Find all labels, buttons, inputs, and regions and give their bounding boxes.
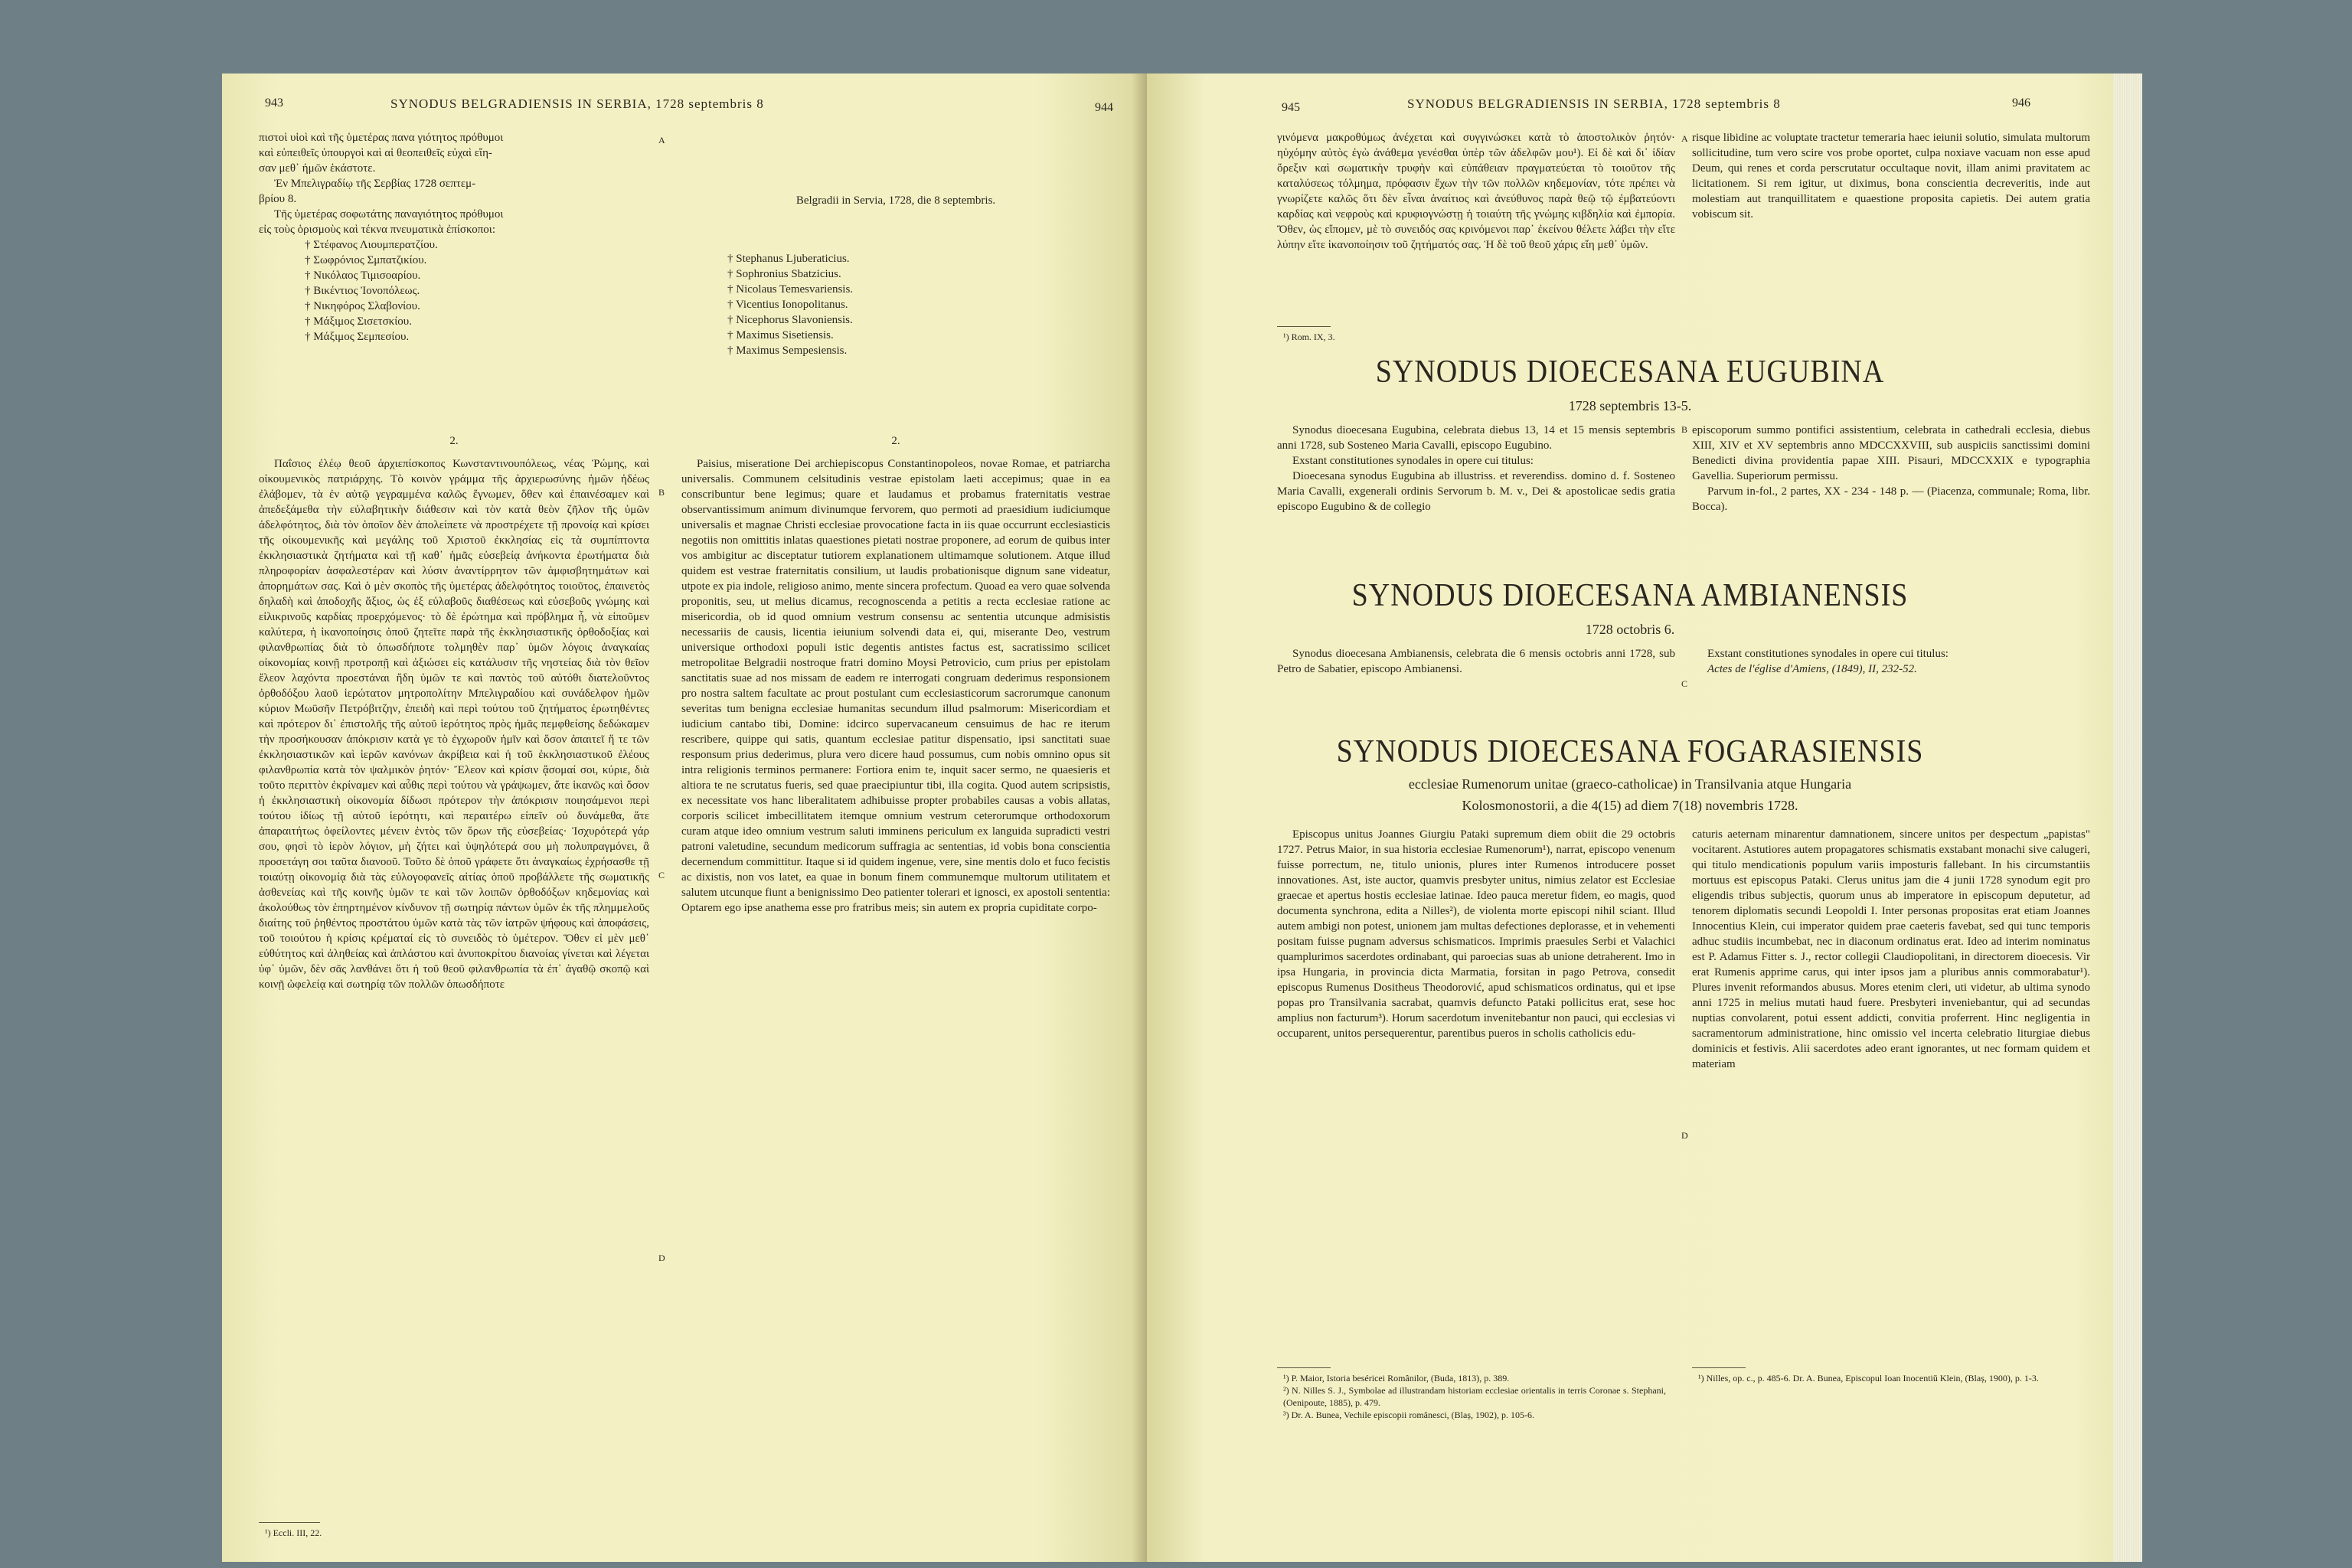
signer: † Βικέντιος Ἰονοπόλεως. bbox=[305, 285, 420, 297]
synod-subtitle: ecclesiae Rumenorum unitae (graeco-catholicae) in Transilvania atque Hungaria bbox=[1408, 776, 1852, 792]
signer: † Maximus Sisetiensis. bbox=[727, 329, 834, 341]
footnote-rule bbox=[259, 1522, 320, 1523]
latin-top-column bbox=[681, 147, 1110, 358]
synod-date: 1728 octobris 6. bbox=[1585, 622, 1675, 637]
signer: † Στέφανος Λιουμπερατζίου. bbox=[305, 239, 438, 251]
greek-body: Παΐσιος ἐλέῳ θεοῦ ἀρχιεπίσκοπος Κωνσταντινουπόλεως, νέας Ῥώμης, καὶ οἰκουμενικὸς πατριάρχης. Τὸ κοινὸν γράμμα τῆς ἀρχιερωσύνης ἡμῶν ἡδέως ἐλάβομεν, τὰ ἐν αὐτῷ γεγραμμένα καλῶς ἔγνωμεν, ὅθεν καὶ ἐπαινέσαμεν καὶ ἀπεδεξάμεθα τὴν εὐλαβητικὴν διάθεσιν καὶ τὸν κατὰ θεὸν ζῆλον τῆς ὑμῶν ἀδελφότητος, διὰ τὸν ὁποῖον δὲν ἀπολείπετε νὰ προστρέχετε τῇ προνοίᾳ καὶ κρίσει τῆς οἰκουμενικῆς καὶ μεγάλης τοῦ Χριστοῦ ἐκκλησίας εἰς τὰ συμπίπτοντα ἐκκλησιαστικὰ ζητήματα καὶ τῇ καθ᾽ ἡμᾶς εὐσεβείᾳ ἀνήκοντα ἐρωτήματα διὰ πληροφορίαν ἀσφαλεστέραν καὶ λύσιν ἀναντίρρητον τῶν ἀμφισβητημάτων καὶ ἀπορημάτων σας. Καὶ ὁ μὲν σκοπὸς τῆς ὑμετέρας ἀδελφότητος τοιοῦτος, ἐπαινετὸς δηλαδὴ καὶ ἀποδοχῆς ἄξιος, ὡς ἐξ εὐλαβοῦς διαθέσεως καὶ εὐσεβοῦς γνώμης καὶ εἰλικρινοῦς καρδίας προερχόμενος· τὸ δὲ ἐρώτημα καὶ πρόβλημα ἦ, νὰ εἰποῦμεν καλύτερα, ἡ ἱκανοποίησις ὁποῦ ζητεῖτε παρὰ τῆς ἐκκλησιαστικῆς ὀρθοδοξίας καὶ φιλανθρωπίας διὰ τὸ ὁπωσδήποτε τολμηθὲν παρ᾽ ὑμῶν λόγοις ἀναγκαίας οἰκονομίας κοινῇ προτροπῇ καὶ ἀξιώσει εἰς κατάλυσιν τῆς νηστείας διὰ τὸν θεῖον ἔλεον λαχόντα προεστάναι ἤδη ὑμῶν τε καὶ παντὸς τοῦ αὐτόθι διατελοῦντος ὀρθοδόξου λαοῦ ἱερώτατον μητροπολίτην Μπελιγραδίου καὶ συνάδελφον ἡμῶν κύριον Μωϋσῆν Πετρόβιτζην, ἐπειδὴ καὶ περὶ τούτου τοῦ ζητήματος ἐρωτηθέντες καὶ πρότερον δι᾽ ἐπιστολῆς τῆς αὐτοῦ ἱερότητος πρὸς ἡμᾶς πεμφθείσης δεδώκαμεν τὴν προσήκουσαν ἀπόκρισιν κατὰ γε τὸ ἐγχωροῦν ἡμῖν καὶ ὅσον ἀπαιτεῖ ἥ τε τῶν ἐκκλησιαστικῶν καὶ ἱερῶν κανόνων ἀκρίβεια καὶ ἡ τοῦ ἐκκλησιαστικοῦ ἐλέους φιλανθρωπία κατὰ τὸν ψαλμικὸν ῥητόν· Ἔλεον καὶ κρίσιν ᾄσομαί σοι, κύριε, διὰ τοῦτο περιττὸν ἐκρίναμεν καὶ αὖθις περὶ τούτου νὰ γράψωμεν, ἅτε ἱκανῶς καὶ ὅσον ἡ ἐκκλησιαστικὴ οἰκονομία δίδωσι πρότερον τὴν ἀπόκρισιν ποιησάμενοι περὶ τούτου ἰδίως τῇ αὐτοῦ ἱερότητι, καὶ περαιτέρω εἰπεῖν οὐ δυνάμεθα, ἅτε ἀπαραιτήτως ὀφείλοντες μένειν ἐντὸς τῶν ὅρων τῆς εὐσεβείας· Ἰσχυρότερά γάρ σου, φησὶ τὸ ἱερὸν λόγιον, μὴ ζήτει καὶ ὑψηλότερά σου μὴ πολυπραγμόνει, ἃ προσετάγη σοι ταῦτα διανοοῦ. Τοῦτο δὲ ὁποῦ γράφετε ὅτι ἀναγκαίως ἐχρήσασθε τῇ τοιαύτῃ οἰκονομίᾳ διὰ τὰς εὐλογοφανεῖς αἰτίας ὁποῦ προβάλλετε τῆς σωματικῆς ἀσθενείας καὶ τῆς κοινῆς ὑμῶν τε καὶ τῶν λοιπῶν ὀρθοδόξων κηδεμονίας καὶ ἀκολούθως τὸν ἐπηρτημένον κίνδυνον τῇ σωτηρίᾳ πάντων ὑμῶν ἐκ τῆς πλημμελοῦς διαίτης τοῦ ῥηθέντος προστάτου ὑμῶν κατὰ τὰς τῶν ἰατρῶν ψήφους καὶ ἀποφάσεις, τοῦ τοιούτου ἡ κρίσις κρέματαί εἰς τὸ συνειδὸς τὸ ὑμέτερον. Ὅθεν εἰ μὲν μεθ᾽ εὐθύτητος καὶ ἀληθείας καὶ ἀπλάστου καὶ ἀνυποκρίτου διανοίας γίνεται καὶ λέγεται ὑφ᾽ ὑμῶν, δὲν σᾶς λανθάνει ὅτι ἡ τοῦ θεοῦ φιλανθρωπία τὰ ἐπ᾽ ἀγαθῷ σκοπῷ καὶ κοινῇ ὠφελείᾳ καὶ σωτηρίᾳ τῶν πολλῶν ὁπωσδήποτε bbox=[259, 458, 649, 991]
footnote: ¹) Rom. IX, 3. bbox=[1283, 332, 1335, 342]
signer: † Maximus Sempesiensis. bbox=[727, 345, 848, 357]
footnote: ¹) P. Maior, Istoria beséricei Românilor, (Buda, 1813), p. 389. bbox=[1283, 1373, 1510, 1383]
text-line: εἰς τοὺς ὁρισμοὺς καὶ τέκνα πνευματικὰ ἐπίσκοποι: bbox=[259, 224, 495, 236]
text-line: πιστοὶ υἱοὶ καὶ τῆς ὑμετέρας πανα γιότητος πρόθυμοι bbox=[259, 132, 504, 144]
section-number: 2. bbox=[891, 435, 900, 447]
text-line: Ἐν Μπελιγραδίῳ τῆς Σερβίας 1728 σεπτεμ- bbox=[274, 178, 476, 190]
synod-right-text bbox=[1692, 646, 2090, 677]
margin-letter: B bbox=[1681, 424, 1688, 435]
synod-left-text: Episcopus unitus Joannes Giurgiu Pataki supremum diem obiit die 29 octobris 1727. Petrus Maior, in sua historia ecclesiae Rumenorum¹), narrat, episcopo venenum fuisse porrectum, ne, titulo unionis, plures inter Rumenos introducere posset innovationes. Ast, iste auctor, quamvis presbyter unitus, nimius zelator est Ecclesiae graecae et apertus hostis ecclesiae latinae. Ideo pauca meretur fidem, eo magis, quod documenta synchrona, edita a Nilles²), de violenta morte episcopi nihil sciant. Illud autem ambigi non potest, unionem jam multas defectiones deplorasse, et in vehementi positam fuisse pugnam adversus schismaticos. Imprimis praesules Serbi et Valachici quamplurimos sacerdotes ordinabant, qui paroecias suas ab unione detraherent. Imo in ipsa Hungaria, in provincia dicta Marmatia, forsitan in pago Petrova, consedit episcopus Rumenus Dositheus Theodorović, apud schismaticos ordinatus, qui et ipse popas pro Transilvania sacrabat, quamvis defuncto Pataki pollicitus erat, sese hoc amplius non facturum³). Horum sacerdotum invenitebantur non pauci, qui ecclesias vi occuparent, unitos persequerentur, parentibus pueros in scholis catholicis edu- bbox=[1277, 828, 1675, 1040]
footnote-rule bbox=[1277, 1367, 1331, 1368]
synod-title: SYNODUS DIOECESANA AMBIANENSIS bbox=[1351, 577, 1909, 614]
page-number: 943 bbox=[265, 96, 283, 109]
greek-continuation: γινόμενα μακροθύμως ἀνέχεται καὶ συγγινώσκει κατὰ τὸ ἀποστολικὸν ῥητόν· ηὐχόμην αὐτὸς ἐγὼ ἀνάθεμα γενέσθαι ὑπὲρ τῶν ἀδελφῶν μου¹). Εἰ δὲ καὶ δι᾽ ἰδίαν ὄρεξιν καὶ σωματικὴν τρυφὴν καὶ εὐπάθειαν πραγματεύεται τὸ τοιοῦτον τῆς καταλύσεως τόλμημα, πρόφασιν ἔχων τὴν τῶν πολλῶν κηδεμονίαν, τότε πρέπει νὰ γνωρίζετε καλῶς ὅτι δὲν εἶναι ἀναίτιος καὶ ἀνεύθυνος παρὰ θεῷ τῷ ἐμβατεύοντι καρδίας καὶ νεφροὺς καὶ κρυφιογνώστῃ ἡ τοιαύτη τῆς γνώμης κιβδηλία καὶ ἐμπορία. Ὅθεν, ὡς εἴπομεν, μὲ τὸ συνειδός σας κρινόμενοι παρ᾽ ἐκείνου θέλετε λάβει τὴν εἴτε λύπην εἴτε ἱκανοποίησιν τοῦ ζητήματός σας. Ἡ δὲ τοῦ θεοῦ χάρις εἴη μεθ᾽ ὑμῶν. bbox=[1277, 132, 1675, 251]
signer: † Σωφρόνιος Σμπατζικίου. bbox=[305, 254, 427, 266]
margin-letter: D bbox=[1681, 1130, 1688, 1141]
page-number: 945 bbox=[1282, 101, 1300, 114]
paragraph: Parvum in-fol., 2 partes, XX - 234 - 148 p. — (Piacenza, communale; Roma, libr. Bocca). bbox=[1692, 485, 2090, 513]
signer: † Stephanus Ljuberaticius. bbox=[727, 253, 850, 265]
page-edges bbox=[2113, 74, 2142, 1562]
right-page bbox=[1147, 74, 2113, 1562]
signer: † Nicephorus Slavoniensis. bbox=[727, 314, 853, 326]
section-number: 2. bbox=[449, 435, 459, 447]
synod-left-text: Synodus dioecesana Ambianensis, celebrata die 6 mensis octobris anni 1728, sub Petro de Sabatier, episcopo Ambianensi. bbox=[1277, 648, 1675, 675]
footnote: ¹) Eccli. III, 22. bbox=[265, 1527, 322, 1538]
synod-subtitle: Kolosmonostorii, a die 4(15) ad diem 7(18) novembris 1728. bbox=[1462, 798, 1798, 813]
running-head: SYNODUS BELGRADIENSIS IN SERBIA, 1728 septembris 8 bbox=[1407, 96, 1781, 111]
running-head: SYNODUS BELGRADIENSIS IN SERBIA, 1728 septembris 8 bbox=[390, 96, 764, 111]
footnotes-left bbox=[1283, 1372, 1666, 1421]
paragraph: Dioecesana synodus Eugubina ab illustriss. et reverendiss. domino d. f. Sosteneo Maria Cavalli, exgenerali ordinis Servorum b. M. v., Dei & apostolicae sedis gratia episcopo Eugubino & de collegio bbox=[1277, 470, 1675, 513]
margin-letter: A bbox=[658, 135, 665, 145]
margin-letter: D bbox=[658, 1253, 665, 1263]
text-line: σαν μεθ᾽ ἡμῶν ἑκάστοτε. bbox=[259, 162, 376, 175]
signer: † Νικηφόρος Σλαβονίου. bbox=[305, 300, 420, 312]
signer: † Νικόλαος Τιμισοαρίου. bbox=[305, 270, 421, 282]
footnote-rule bbox=[1692, 1367, 1746, 1368]
synod-title: SYNODUS DIOECESANA FOGARASIENSIS bbox=[1336, 733, 1924, 770]
latin-continuation: risque libidine ac voluptate tractetur temeraria haec ieiunii solutio, simulata multorum sollicitudine, tum vero scire vos probe oportet, culpa noxiave vacuam non esse apud Deum, qui renes et corda perscrutatur occultaque novit, illam animi pravitatem ac licitationem. Si rem igitur, ut diximus, bona conscientia decreveritis, inde aut molestiam aut tranquillitatem e quaestione proposita capietis. Dei autem gratia vobiscum sit. bbox=[1692, 132, 2090, 220]
footnote: ¹) Nilles, op. c., p. 485-6. Dr. A. Bunea, Episcopul Ioan Inocentiŭ Klein, (Blaș, 1900), p. 1-3. bbox=[1698, 1373, 2039, 1383]
dateline: Belgradii in Servia, 1728, die 8 septembris. bbox=[795, 194, 996, 207]
text-line: Τῆς ὑμετέρας σοφωτάτης παναγιότητος πρόθυμοι bbox=[274, 208, 504, 220]
text-line: καὶ εὐπειθεῖς ὑπουργοὶ καὶ αἱ θεοπειθεῖς εὐχαὶ εἴη- bbox=[259, 147, 492, 159]
latin-body: Paisius, miseratione Dei archiepiscopus Constantinopoleos, novae Romae, et patriarcha universalis. Communem celsitudinis vestrae epistolam laeti accepimus; quae in ea conscribuntur bene legimus; quare et laudamus et probamus fraternitatis vestrae observantissimum animum divinumque fervorem, quo permoti ad praesidium iudiciumque universalis et magnae Christi ecclesiae provocatione facta in iis quae occurrunt ecclesiasticis negotiis non omittitis inlatas quaestiones pietati nostrae proponere, ad eorum de quibus inter vos ambigitur ac disceptatur tutiorem explanationem ultimamque solutionem. Atque illud quidem est vestrae fraternitatis consilium, ut laudis probationisque dignum sane videatur, utpote ex pia indole, religioso animo, mente sincera profectum. Quoad ea vero quae solvenda proponitis, seu, ut melius dicamus, recognoscenda a petitis a recta ecclesiae ratione ac misericordia, ob id quod omnium vestrum consensu ac sententia utcunque admisistis necessariis de causis, licentia ieiunium solvendi data ei, qui, miserante Deo, vestrum universique orthodoxi populi istic degentis antistes factus est, sacratissimo scilicet metropolitae Belgradii nostroque fratri domino Moysi Petrovicio, cum prius per epistolam sanctitatis suae ad nos missam de eadem re interrogati congruam dederimus responsionem pro nostra saltem facultate ac prout postulant cum ecclesiasticorum sacrorumque canonum severitas tum benigna ecclesiae humanitas secundum illud psalmorum: Misericordiam et iudicium cantabo tibi, Domine: idcirco supervacaneum censuimus de hac re iterum rescribere, quippe qui satis, quantum ecclesiae patitur dispensatio, ipsi sanctitati suae responsum prius dederimus, plura vero dicere haud possumus, cum nobis omnino opus sit intra religionis terminos permanere: Fortiora enim te, inquit sacer sermo, ne quaesieris et altiora te ne scrutatus fueris, sed quae praecipiuntur tibi, illa cogita. Quod autem scripsistis, ex necessitate vos hanc liberalitatem adhibuisse propter probabiles causas a vobis allatas, corporis scilicet imbecillitatem itemque omnium vestrum ceterorumque orthodoxorum curam atque ideo omnium vestrum saluti imminens periculum ex languida supradicti vestri patroni valetudine, secundum medicorum suffragia ac sententias, id vobis bona conscientia decernendum committitur. Itaque si id quidem ingenue, vere, sine mentis dolo et fuco fecistis ac dixistis, non vos latet, ea quae in bonum finem communemque multorum utilitatem et salutem utcunque fiunt a benignissimo Deo patienter tolerari et ignosci, ex apostoli sententia: Optarem ego ipse anathema esse pro fratribus meis; sin autem ex propria cupiditate corpo- bbox=[681, 458, 1110, 914]
footnote-rule bbox=[1277, 326, 1331, 327]
page-number: 944 bbox=[1095, 101, 1113, 114]
signer: † Μάξιμος Σισετσκίου. bbox=[305, 315, 412, 328]
footnote: ²) N. Nilles S. J., Symbolae ad illustrandam historiam ecclesiae orientalis in terris Coronae s. Stephani, (Oenipoute, 1885), p. 479. bbox=[1283, 1385, 1666, 1408]
signer: † Vicentius Ionopolitanus. bbox=[727, 299, 848, 311]
paragraph: Actes de l'église d'Amiens, (1849), II, 232-52. bbox=[1707, 663, 1917, 675]
paragraph: Exstant constitutiones synodales in opere cui titulus: bbox=[1707, 648, 1949, 660]
signer: † Sophronius Sbatzicius. bbox=[727, 268, 841, 280]
footnotes-right bbox=[1698, 1372, 2081, 1384]
paragraph: episcoporum summo pontifici assistentium, celebrata in cathedrali ecclesia, diebus XIII, XIV et XV septembris anno MDCCXXVIII, sub auspiciis sanctissimi domini Benedicti divina providentia papae XIII. Pisauri, MDCCXXIX e typographia Gavellia. Superiorum permissu. bbox=[1692, 424, 2090, 482]
synod-right-text bbox=[1692, 423, 2090, 514]
margin-letter: A bbox=[1681, 133, 1688, 144]
margin-letter: C bbox=[1681, 678, 1688, 689]
left-page bbox=[222, 74, 1147, 1562]
signer: † Nicolaus Temesvariensis. bbox=[727, 283, 854, 296]
footnote: ³) Dr. A. Bunea, Vechile episcopii românesci, (Blaș, 1902), p. 105-6. bbox=[1283, 1410, 1534, 1420]
signer: † Μάξιμος Σεμπεσίου. bbox=[305, 331, 410, 343]
greek-top-column bbox=[259, 130, 649, 345]
text-line: βρίου 8. bbox=[259, 193, 297, 205]
paragraph: Exstant constitutiones synodales in opere cui titulus: bbox=[1292, 455, 1534, 467]
synod-right-text: caturis aeternam minarentur damnationem, sincere unitos per despectum „papistas" vocitarent. Astutiores autem propagatores schismatis exstabant monachi sive calugeri, qui titulo mendicationis populum variis imposturis fallebant. In his circumstantiis mortuus est episcopus Pataki. Clerus unitus jam die 4 junii 1728 synodum egit pro eligendis tribus subjectis, quorum unus ab imperatore in episcopum deputetur, ad tenorem diplomatis secundi Leopoldi I. Inter personas propositas erat etiam Joannes Innocentius Klein, cui imperator quidem prae caeteris favebat, sed qui tunc temporis adhuc studiis incumbebat, nec in diaconum ordinatus erat. Ideo ad interim nominatus est P. Adamus Fitter s. J., rector collegii Claudiopolitani, in directorem dioecesis. Vir erat Rumenis apprime carus, qui inter ipsos jam a pluribus annis commorabatur¹). Plures invenit reformandos abusus. Mores etenim cleri, uti videtur, ab ultima synodo anni 1725 in melius mutati haud fuere. Presbyteri inveniebantur, qui ad secundas nuptias convolarent, potui essent addicti, convitia proferrent. Hinc negligentia in sacramentorum administratione, hinc omissio vel incerta celebratio liturgiae diebus dominicis et festivis. Alii sacerdotes adeo erant ignorantes, ut nec formam quidem et materiam bbox=[1692, 828, 2090, 1070]
synod-date: 1728 septembris 13-5. bbox=[1568, 398, 1692, 413]
synod-left-text bbox=[1277, 423, 1675, 514]
margin-letter: B bbox=[658, 487, 665, 498]
margin-letter: C bbox=[658, 870, 665, 880]
synod-title: SYNODUS DIOECESANA EUGUBINA bbox=[1375, 354, 1885, 390]
book-spread bbox=[222, 74, 2113, 1562]
page-number: 946 bbox=[2012, 96, 2030, 109]
paragraph: Synodus dioecesana Eugubina, celebrata diebus 13, 14 et 15 mensis septembris anni 1728, sub Sosteneo Maria Cavalli, episcopo Eugubino. bbox=[1277, 424, 1675, 452]
